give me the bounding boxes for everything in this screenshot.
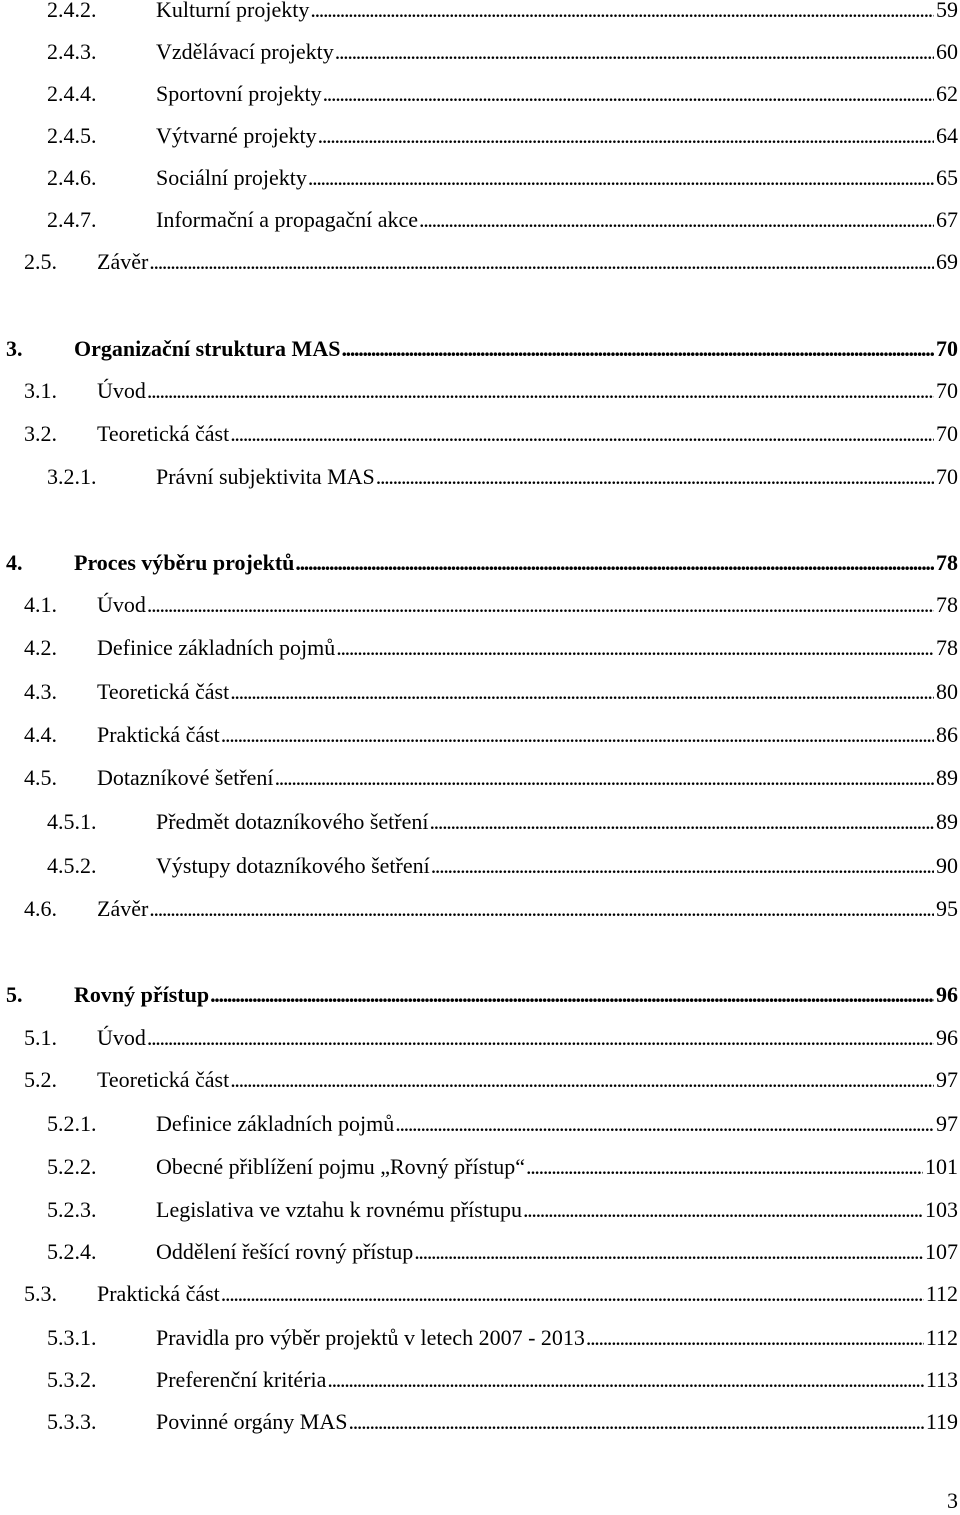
toc-entry-page: 65 <box>936 165 958 190</box>
toc-entry-number: 4.1. <box>24 592 57 617</box>
toc-entry-title[interactable]: Závěr <box>97 896 149 921</box>
toc-entry-line <box>97 246 958 278</box>
toc-entry[interactable] <box>0 204 958 236</box>
toc-dot-leader <box>295 547 934 579</box>
toc-entry-number: 5. <box>6 982 23 1007</box>
toc-entry[interactable] <box>0 0 958 26</box>
toc-entry[interactable] <box>0 589 958 621</box>
toc-entry-line <box>74 547 958 579</box>
toc-entry-number: 4.5. <box>24 765 57 790</box>
toc-entry[interactable] <box>0 547 958 579</box>
toc-entry-number: 3. <box>6 336 23 361</box>
toc-entry-title[interactable]: Vzdělávací projekty <box>156 39 334 64</box>
toc-entry-line <box>156 1364 958 1396</box>
toc-entry-page: 103 <box>925 1197 958 1222</box>
toc-entry-title[interactable]: Praktická část <box>97 722 220 747</box>
toc-entry-page: 96 <box>936 1025 958 1050</box>
toc-entry-number: 3.2.1. <box>47 464 97 489</box>
toc-dot-leader <box>431 850 934 882</box>
toc-entry-number: 5.2. <box>24 1067 57 1092</box>
toc-entry-title[interactable]: Proces výběru projektů <box>74 550 295 575</box>
toc-entry-number: 5.2.3. <box>47 1197 97 1222</box>
toc-entry[interactable] <box>0 1236 958 1268</box>
toc-entry-line <box>97 762 958 794</box>
toc-entry-number: 4.2. <box>24 635 57 660</box>
toc-entry-title[interactable]: Sociální projekty <box>156 165 307 190</box>
toc-dot-leader <box>147 1022 934 1054</box>
toc-entry-number: 4.5.2. <box>47 853 97 878</box>
toc-entry-number: 2.4.7. <box>47 207 97 232</box>
toc-entry-line <box>156 1108 958 1140</box>
toc-entry-page: 80 <box>936 679 958 704</box>
toc-entry-line <box>156 1151 958 1183</box>
toc-dot-leader <box>149 893 934 925</box>
toc-dot-leader <box>210 979 934 1011</box>
toc-entry-page: 119 <box>925 1409 958 1434</box>
toc-entry-number: 2.4.2. <box>47 0 97 22</box>
toc-entry[interactable] <box>0 461 958 493</box>
toc-entry-line <box>156 806 958 838</box>
toc-entry[interactable] <box>0 979 958 1011</box>
toc-entry-page: 78 <box>936 550 958 575</box>
toc-entry-line <box>156 0 958 26</box>
toc-dot-leader <box>149 246 934 278</box>
toc-entry-number: 4.6. <box>24 896 57 921</box>
toc-entry[interactable] <box>0 1406 958 1438</box>
toc-entry-title[interactable]: Organizační struktura MAS <box>74 336 341 361</box>
toc-entry-page: 101 <box>925 1154 958 1179</box>
toc-entry-number: 4.5.1. <box>47 809 97 834</box>
toc-entry-line <box>156 36 958 68</box>
toc-entry-title[interactable]: Kulturní projekty <box>156 0 310 22</box>
toc-entry-number: 2.4.6. <box>47 165 97 190</box>
toc-entry[interactable] <box>0 333 958 365</box>
toc-entry-number: 3.2. <box>24 421 57 446</box>
toc-entry-page: 70 <box>936 464 958 489</box>
toc-entry-title[interactable]: Teoretická část <box>97 421 230 446</box>
toc-entry[interactable] <box>0 632 958 664</box>
toc-entry-line <box>156 1236 958 1268</box>
toc-entry-title[interactable]: Rovný přístup <box>74 982 210 1007</box>
toc-entry-number: 5.2.1. <box>47 1111 97 1136</box>
toc-entry-title[interactable]: Úvod <box>97 378 146 403</box>
toc-entry-line <box>74 979 958 1011</box>
toc-dot-leader <box>323 78 934 110</box>
toc-entry-number: 4.4. <box>24 722 57 747</box>
toc-dot-leader <box>147 375 934 407</box>
toc-entry-line <box>74 333 958 365</box>
toc-entry[interactable] <box>0 1151 958 1183</box>
toc-entry-page: 86 <box>936 722 958 747</box>
toc-dot-leader <box>395 1108 934 1140</box>
toc-entry-number: 4. <box>6 550 23 575</box>
toc-entry-number: 5.2.4. <box>47 1239 97 1264</box>
toc-entry-page: 70 <box>936 378 958 403</box>
toc-entry[interactable] <box>0 719 958 751</box>
toc-entry[interactable] <box>0 78 958 110</box>
toc-dot-leader <box>341 333 934 365</box>
toc-entry[interactable] <box>0 1194 958 1226</box>
toc-entry-line <box>156 78 958 110</box>
toc-dot-leader <box>376 461 934 493</box>
toc-entry[interactable] <box>0 893 958 925</box>
toc-entry-number: 5.1. <box>24 1025 57 1050</box>
toc-entry[interactable] <box>0 1108 958 1140</box>
toc-entry-title[interactable]: Výstupy dotazníkového šetření <box>156 853 430 878</box>
toc-entry-title[interactable]: Informační a propagační akce <box>156 207 419 232</box>
toc-entry-number: 2.4.4. <box>47 81 97 106</box>
toc-entry-page: 59 <box>936 0 958 22</box>
toc-dot-leader <box>230 1064 934 1096</box>
toc-entry-page: 95 <box>936 896 958 921</box>
toc-entry[interactable] <box>0 162 958 194</box>
toc-entry-line <box>97 418 958 450</box>
toc-dot-leader <box>230 676 934 708</box>
toc-entry-title[interactable]: Oddělení řešící rovný přístup <box>156 1239 414 1264</box>
toc-entry-page: 70 <box>936 421 958 446</box>
toc-entry-line <box>97 1064 958 1096</box>
toc-entry-number: 3.1. <box>24 378 57 403</box>
toc-dot-leader <box>308 162 934 194</box>
toc-entry-title[interactable]: Výtvarné projekty <box>156 123 317 148</box>
toc-entry[interactable] <box>0 1278 958 1310</box>
toc-dot-leader <box>221 719 934 751</box>
toc-entry-title[interactable]: Pravidla pro výběr projektů v letech 2007 - 2013 <box>156 1325 585 1350</box>
toc-entry-page: 112 <box>925 1281 958 1306</box>
toc-entry-line <box>156 1194 958 1226</box>
toc-entry[interactable] <box>0 36 958 68</box>
toc-entry-line <box>97 1022 958 1054</box>
toc-entry-page: 70 <box>936 336 958 361</box>
toc-dot-leader <box>335 36 934 68</box>
toc-entry-number: 5.3.3. <box>47 1409 97 1434</box>
toc-entry-page: 89 <box>936 809 958 834</box>
toc-dot-leader <box>414 1236 923 1268</box>
toc-entry-page: 113 <box>925 1367 958 1392</box>
toc-entry-title[interactable]: Definice základních pojmů <box>156 1111 395 1136</box>
toc-dot-leader <box>310 0 934 26</box>
toc-entry-line <box>156 461 958 493</box>
toc-entry-title[interactable]: Úvod <box>97 1025 146 1050</box>
toc-entry-line <box>97 375 958 407</box>
toc-dot-leader <box>147 589 934 621</box>
toc-entry-title[interactable]: Obecné přiblížení pojmu „Rovný přístup“ <box>156 1154 526 1179</box>
toc-entry-line <box>156 162 958 194</box>
toc-entry[interactable] <box>0 762 958 794</box>
toc-dot-leader <box>221 1278 924 1310</box>
toc-entry-line <box>156 1406 958 1438</box>
toc-entry[interactable] <box>0 375 958 407</box>
toc-entry-page: 67 <box>936 207 958 232</box>
toc-dot-leader <box>526 1151 923 1183</box>
toc-dot-leader <box>349 1406 924 1438</box>
toc-entry-title[interactable]: Úvod <box>97 592 146 617</box>
toc-entry-page: 96 <box>936 982 958 1007</box>
toc-entry-line <box>156 120 958 152</box>
toc-entry-page: 60 <box>936 39 958 64</box>
toc-entry-page: 112 <box>925 1325 958 1350</box>
toc-entry-line <box>156 204 958 236</box>
toc-dot-leader <box>336 632 934 664</box>
toc-dot-leader <box>230 418 934 450</box>
toc-entry-line <box>97 893 958 925</box>
toc-dot-leader <box>429 806 934 838</box>
toc-entry-page: 107 <box>925 1239 958 1264</box>
toc-entry[interactable] <box>0 120 958 152</box>
toc-entry[interactable] <box>0 1322 958 1354</box>
toc-entry-page: 78 <box>936 592 958 617</box>
toc-entry-line <box>156 1322 958 1354</box>
toc-entry-line <box>156 850 958 882</box>
toc-entry-line <box>97 676 958 708</box>
toc-entry-title[interactable]: Právní subjektivita MAS <box>156 464 375 489</box>
toc-entry-page: 78 <box>936 635 958 660</box>
toc-entry-number: 5.3.2. <box>47 1367 97 1392</box>
toc-entry[interactable] <box>0 806 958 838</box>
toc-entry-title[interactable]: Legislativa ve vztahu k rovnému přístupu <box>156 1197 522 1222</box>
toc-entry-page: 64 <box>936 123 958 148</box>
toc-entry-page: 97 <box>936 1111 958 1136</box>
toc-entry[interactable] <box>0 418 958 450</box>
toc-dot-leader <box>275 762 934 794</box>
toc-entry[interactable] <box>0 1022 958 1054</box>
toc-entry-line <box>97 1278 958 1310</box>
toc-entry-number: 2.5. <box>24 249 57 274</box>
toc-entry-title[interactable]: Teoretická část <box>97 679 230 704</box>
toc-entry-page: 89 <box>936 765 958 790</box>
toc-dot-leader <box>327 1364 923 1396</box>
toc-entry-line <box>97 589 958 621</box>
toc-entry[interactable] <box>0 676 958 708</box>
toc-entry-title[interactable]: Teoretická část <box>97 1067 230 1092</box>
toc-dot-leader <box>523 1194 923 1226</box>
toc-entry-line <box>97 719 958 751</box>
toc-entry-page: 69 <box>936 249 958 274</box>
toc-entry-title[interactable]: Závěr <box>97 249 149 274</box>
toc-entry[interactable] <box>0 850 958 882</box>
toc-dot-leader <box>419 204 934 236</box>
toc-entry-number: 2.4.5. <box>47 123 97 148</box>
toc-dot-leader <box>318 120 934 152</box>
toc-entry-number: 5.2.2. <box>47 1154 97 1179</box>
toc-entry[interactable] <box>0 1364 958 1396</box>
toc-entry-title[interactable]: Definice základních pojmů <box>97 635 336 660</box>
toc-entry-number: 5.3. <box>24 1281 57 1306</box>
toc-entry-title[interactable]: Preferenční kritéria <box>156 1367 327 1392</box>
page-number: 3 <box>947 1488 958 1513</box>
toc-entry[interactable] <box>0 1064 958 1096</box>
toc-entry-title[interactable]: Sportovní projekty <box>156 81 322 106</box>
toc-entry-title[interactable]: Povinné orgány MAS <box>156 1409 348 1434</box>
toc-entry-line <box>97 632 958 664</box>
toc-entry-page: 97 <box>936 1067 958 1092</box>
toc-entry[interactable] <box>0 246 958 278</box>
toc-entry-number: 2.4.3. <box>47 39 97 64</box>
toc-dot-leader <box>586 1322 924 1354</box>
toc-entry-title[interactable]: Praktická část <box>97 1281 220 1306</box>
toc-entry-page: 90 <box>936 853 958 878</box>
toc-entry-title[interactable]: Předmět dotazníkového šetření <box>156 809 429 834</box>
toc-entry-page: 62 <box>936 81 958 106</box>
toc-entry-number: 5.3.1. <box>47 1325 97 1350</box>
toc-entry-title[interactable]: Dotazníkové šetření <box>97 765 274 790</box>
toc-entry-number: 4.3. <box>24 679 57 704</box>
